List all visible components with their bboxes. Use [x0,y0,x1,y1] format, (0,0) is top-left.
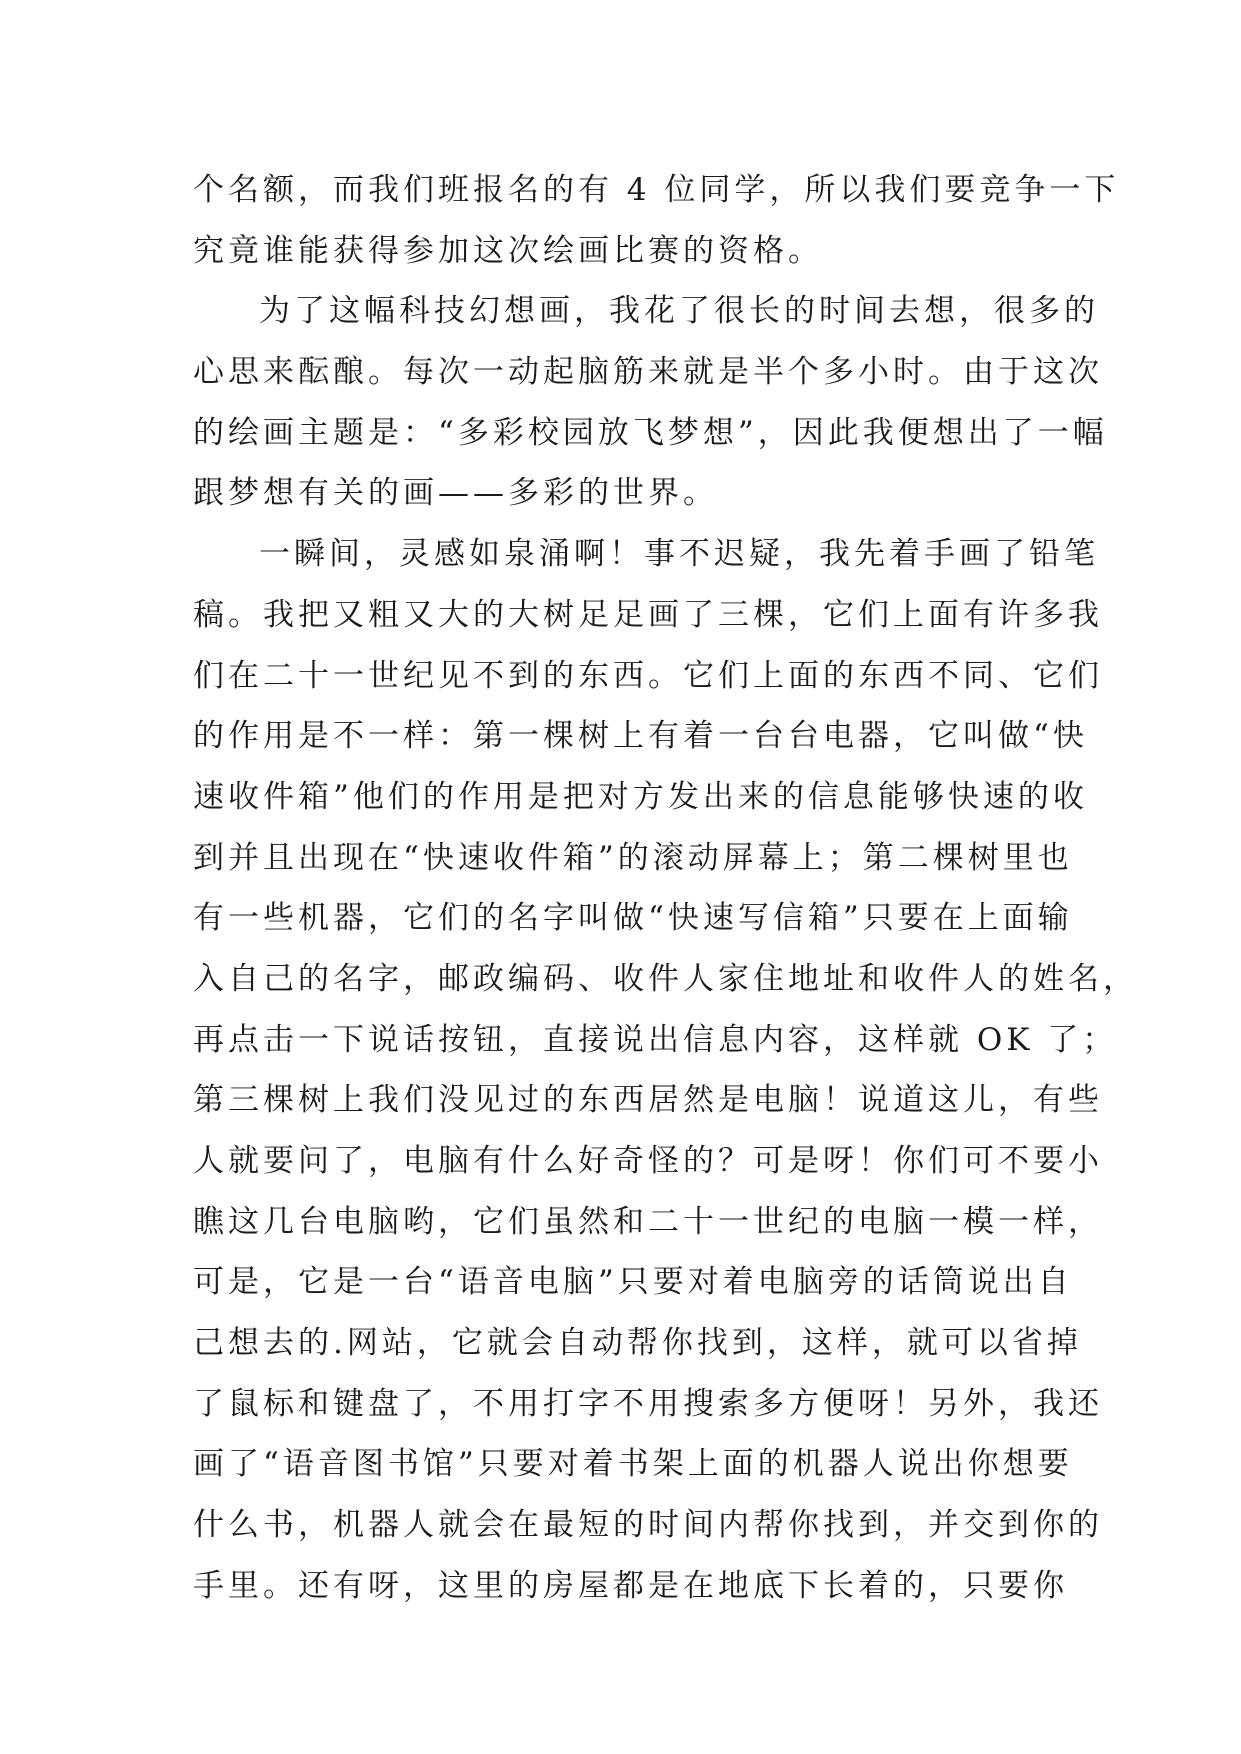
text-line: 个名额，而我们班报名的有 4 位同学，所以我们要竞争一下 [193,172,1120,208]
paragraph-start-line: 为了这幅科技幻想画，我花了很长的时间去想，很多的 [259,293,1099,330]
text-line: 跟梦想有关的画——多彩的世界。 [193,475,718,512]
text-line: 可是，它是一台“语音电脑”只要对着电脑旁的话筒说出自 [193,1264,1073,1301]
text-line: 了鼠标和键盘了，不用打字不用搜索多方便呀！另外，我还 [193,1385,1103,1422]
text-line: 人就要问了，电脑有什么好奇怪的？可是呀！你们可不要小 [193,1143,1103,1179]
text-line: 瞧这几台电脑哟，它们虽然和二十一世纪的电脑一模一样， [193,1203,1103,1240]
text-line: 入自己的名字，邮政编码、收件人家住地址和收件人的姓名， [193,960,1138,997]
text-line: 第三棵树上我们没见过的东西居然是电脑！说道这儿，有些 [193,1082,1103,1119]
text-line: 画了“语音图书馆”只要对着书架上面的机器人说出你想要 [193,1446,1073,1483]
text-line: 究竟谁能获得参加这次绘画比赛的资格。 [193,232,823,269]
body-text [193,160,1138,1617]
text-line: 手里。还有呀，这里的房屋都是在地底下长着的，只要你 [193,1567,1068,1604]
text-line: 的绘画主题是：“多彩校园放飞梦想”，因此我便想出了一幅 [193,414,1108,451]
text-line: 的作用是不一样：第一棵树上有着一台台电器，它叫做“快 [193,718,1088,755]
text-line: 到并且出现在“快速收件箱”的滚动屏幕上；第二棵树里也 [193,839,1073,876]
text-line: 速收件箱”他们的作用是把对方发出来的信息能够快速的收 [193,778,1088,815]
text-line: 心思来酝酿。每次一动起脑筋来就是半个多小时。由于这次 [193,354,1103,391]
text-line: 稿。我把又粗又大的大树足足画了三棵，它们上面有许多我 [193,596,1103,633]
paragraph-start-line: 一瞬间，灵感如泉涌啊！事不迟疑，我先着手画了铅笔 [259,536,1099,573]
text-line: 们在二十一世纪见不到的东西。它们上面的东西不同、它们 [193,657,1103,694]
text-line: 有一些机器，它们的名字叫做“快速写信箱”只要在上面输 [193,900,1073,937]
text-line: 再点击一下说话按钮，直接说出信息内容，这样就 OK 了； [193,1021,1118,1058]
text-line: 己想去的.网站，它就会自动帮你找到，这样，就可以省掉 [193,1325,1082,1362]
text-line: 什么书，机器人就会在最短的时间内帮你找到，并交到你的 [193,1507,1103,1544]
